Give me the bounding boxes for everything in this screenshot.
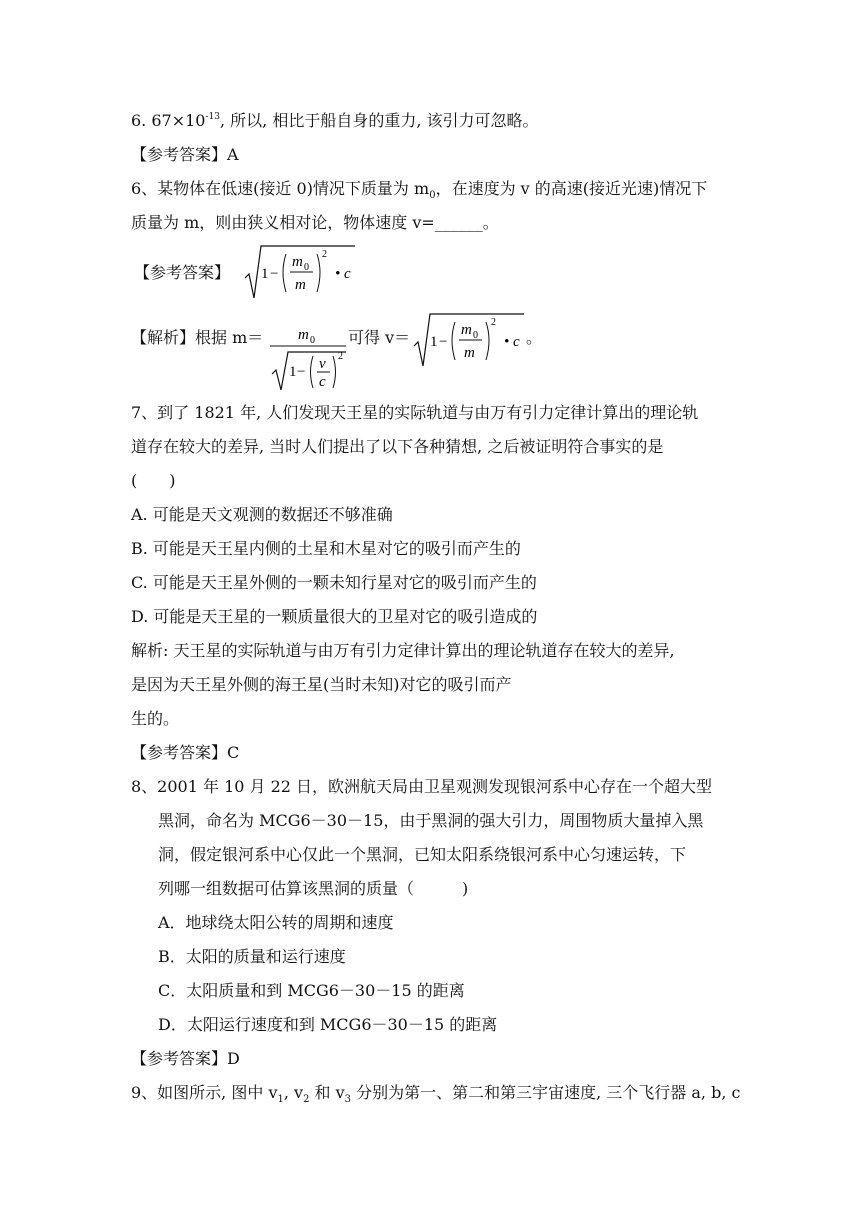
explanation-text: 。 — [526, 328, 543, 347]
svg-text:m: m — [298, 327, 309, 343]
question-6-line: 6、某物体在低速(接近 0)情况下质量为 $m_0$，在速度为 v 的高速(接近光速)情况下 — [131, 179, 708, 201]
svg-text:m: m — [292, 254, 303, 270]
option-c: C．太阳质量和到 MCG6－30－15 的距离 — [158, 981, 465, 1000]
answer-line: 【参考答案】C — [131, 743, 240, 762]
svg-text:1: 1 — [289, 364, 297, 380]
svg-text:−: − — [270, 266, 279, 282]
svg-text:• c: • c — [335, 266, 351, 282]
svg-text:v: v — [319, 356, 326, 372]
question-8-line: 黑洞，命名为 MCG6－30－15，由于黑洞的强大引力，周围物质大量掉入黑 — [158, 811, 704, 830]
option-a: A．地球绕太阳公转的周期和速度 — [158, 913, 394, 932]
question-7-line: ( ) — [131, 471, 176, 490]
answer-label: 【参考答案】 — [134, 263, 231, 282]
question-8-line: 列哪一组数据可估算该黑洞的质量（ ) — [158, 879, 469, 898]
svg-text:c: c — [319, 374, 326, 390]
question-6-line: 质量为 m，则由狭义相对论，物体速度 v=______。 — [131, 213, 499, 232]
svg-text:1: 1 — [261, 266, 269, 282]
question-7-line: 道存在较大的差异, 当时人们提出了以下各种猜想, 之后被证明符合事实的是 — [131, 437, 664, 456]
option-d: D．太阳运行速度和到 MCG6－30－15 的距离 — [158, 1015, 498, 1034]
question-9-line: 9、如图所示, 图中 $v_1$, $v_2$ 和 $v_3$ 分别为第一、第二和第三宇宙速度, 三个飞行器 a, b, c — [131, 1083, 741, 1105]
option-b: B．太阳的质量和运行速度 — [158, 947, 346, 966]
svg-text:−: − — [439, 334, 448, 350]
svg-text:0: 0 — [304, 262, 309, 273]
svg-text:−: − — [297, 364, 306, 380]
svg-text:2: 2 — [491, 317, 496, 328]
svg-text:m: m — [461, 322, 472, 338]
question-8-line: 8、2001 年 10 月 22 日，欧洲航天局由卫星观测发现银河系中心存在一个超大型 — [131, 777, 713, 796]
text-line: 6. $67\times 10^{-13}$, 所以, 相比于船自身的重力, 该引力可忽略。 — [131, 111, 539, 130]
svg-text:0: 0 — [473, 330, 478, 341]
question-8-line: 洞，假定银河系中心仅此一个黑洞，已知太阳系绕银河系中心匀速运转，下 — [158, 845, 687, 864]
explanation-text: 可得 v＝ — [348, 328, 411, 347]
svg-text:0: 0 — [310, 335, 315, 346]
explanation-line: 是因为天王星外侧的海王星(当时未知)对它的吸引而产 — [131, 675, 512, 694]
svg-text:• c: • c — [504, 334, 520, 350]
svg-text:2: 2 — [338, 351, 343, 362]
explanation-line: 生的。 — [131, 709, 180, 728]
option-c: C. 可能是天王星外侧的一颗未知行星对它的吸引而产生的 — [131, 573, 537, 592]
answer-line: 【参考答案】A — [131, 145, 239, 164]
question-7-line: 7、到了 1821 年, 人们发现天王星的实际轨道与由万有引力定律计算出的理论轨 — [131, 403, 699, 422]
svg-text:m: m — [464, 345, 475, 361]
formula-fraction — [268, 322, 350, 392]
explanation-line: 解析: 天王星的实际轨道与由万有引力定律计算出的理论轨道存在较大的差异, — [131, 641, 675, 660]
answer-line: 【参考答案】D — [131, 1049, 240, 1068]
option-b: B. 可能是天王星内侧的土星和木星对它的吸引而产生的 — [131, 539, 521, 558]
explanation-line: 【解析】根据 m＝ — [131, 328, 264, 347]
formula-sqrt — [412, 308, 534, 370]
option-d: D. 可能是天王星的一颗质量很大的卫星对它的吸引造成的 — [131, 607, 538, 626]
svg-text:2: 2 — [322, 249, 327, 260]
svg-text:1: 1 — [430, 334, 438, 350]
formula-sqrt — [243, 240, 363, 302]
option-a: A. 可能是天文观测的数据还不够准确 — [131, 505, 393, 524]
svg-text:m: m — [295, 277, 306, 293]
